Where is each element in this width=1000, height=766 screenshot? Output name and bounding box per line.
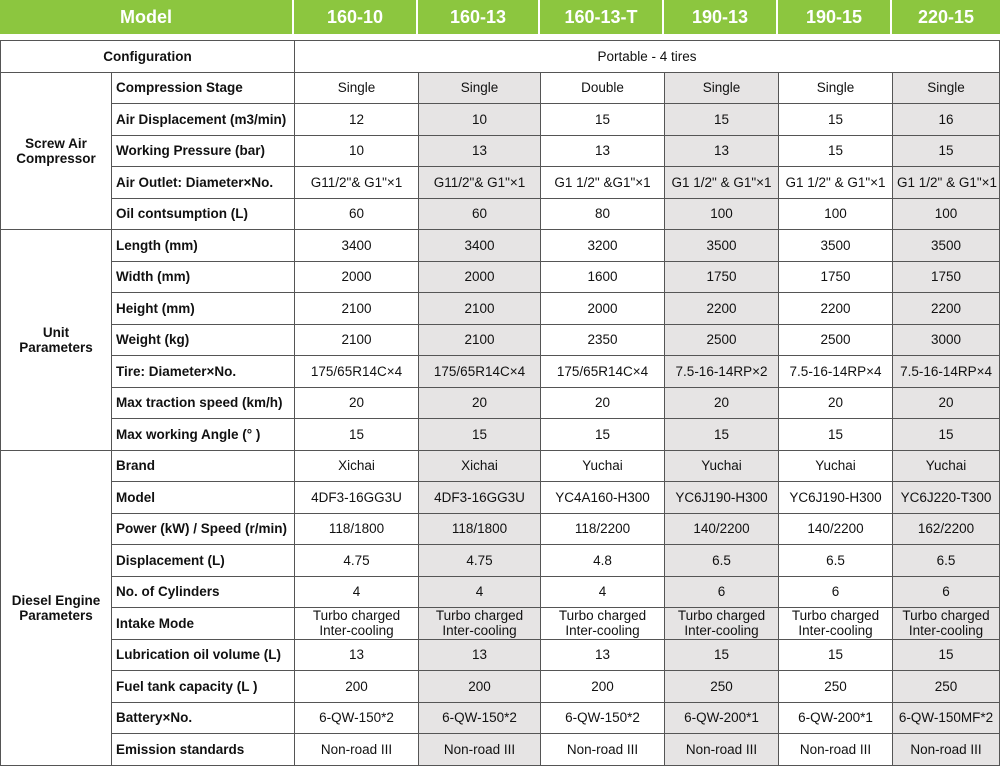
value-cell: 200 <box>419 671 541 703</box>
value-cell: 3000 <box>893 324 1000 356</box>
parameter-label: Air Outlet: Diameter×No. <box>112 167 295 199</box>
configuration-row <box>1 41 1000 73</box>
value-cell: 4.75 <box>419 545 541 577</box>
table-row <box>1 293 1000 325</box>
table-row <box>1 135 1000 167</box>
value-cell: Xichai <box>419 450 541 482</box>
configuration-value: Portable - 4 tires <box>295 41 1000 73</box>
value-cell: 6.5 <box>893 545 1000 577</box>
value-cell: 15 <box>779 104 893 136</box>
group-label: Unit Parameters <box>1 230 112 451</box>
spec-table <box>0 40 1000 766</box>
value-cell: G1 1/2" &G1"×1 <box>541 167 665 199</box>
value-cell: 175/65R14C×4 <box>541 356 665 388</box>
spec-table-body <box>1 41 1000 766</box>
parameter-label: Air Displacement (m3/min) <box>112 104 295 136</box>
parameter-label: Width (mm) <box>112 261 295 293</box>
value-cell: Non-road III <box>419 734 541 766</box>
value-cell: 15 <box>779 419 893 451</box>
value-cell: Non-road III <box>779 734 893 766</box>
table-row <box>1 387 1000 419</box>
value-cell: 1750 <box>665 261 779 293</box>
parameter-label: Emission standards <box>112 734 295 766</box>
value-cell: 4 <box>295 576 419 608</box>
value-cell: 15 <box>295 419 419 451</box>
value-cell: 140/2200 <box>779 513 893 545</box>
value-cell: Turbo charged Inter-cooling <box>893 608 1000 640</box>
value-cell: Single <box>295 72 419 104</box>
value-cell: 20 <box>419 387 541 419</box>
parameter-label: Fuel tank capacity (L ) <box>112 671 295 703</box>
value-cell: Double <box>541 72 665 104</box>
value-cell: 7.5-16-14RP×4 <box>779 356 893 388</box>
value-cell: 20 <box>893 387 1000 419</box>
value-cell: Turbo charged Inter-cooling <box>541 608 665 640</box>
value-cell: 250 <box>665 671 779 703</box>
value-cell: 7.5-16-14RP×2 <box>665 356 779 388</box>
value-cell: Turbo charged Inter-cooling <box>779 608 893 640</box>
value-cell: 2000 <box>419 261 541 293</box>
value-cell: 20 <box>541 387 665 419</box>
value-cell: 118/2200 <box>541 513 665 545</box>
value-cell: 13 <box>541 639 665 671</box>
table-row <box>1 104 1000 136</box>
value-cell: 175/65R14C×4 <box>295 356 419 388</box>
parameter-label: Oil contsumption (L) <box>112 198 295 230</box>
table-row <box>1 702 1000 734</box>
value-cell: 2100 <box>419 293 541 325</box>
value-cell: 6-QW-150*2 <box>295 702 419 734</box>
parameter-label: Height (mm) <box>112 293 295 325</box>
value-cell: 15 <box>893 135 1000 167</box>
value-cell: 15 <box>779 639 893 671</box>
table-row <box>1 356 1000 388</box>
value-cell: 4.8 <box>541 545 665 577</box>
parameter-label: Displacement (L) <box>112 545 295 577</box>
value-cell: 15 <box>665 419 779 451</box>
parameter-label: Brand <box>112 450 295 482</box>
model-header-160-13-t: 160-13-T <box>540 0 664 34</box>
model-header-190-15: 190-15 <box>778 0 892 34</box>
value-cell: Yuchai <box>665 450 779 482</box>
value-cell: 15 <box>779 135 893 167</box>
value-cell: Non-road III <box>541 734 665 766</box>
value-cell: 3500 <box>893 230 1000 262</box>
value-cell: 6-QW-200*1 <box>779 702 893 734</box>
value-cell: 4DF3-16GG3U <box>295 482 419 514</box>
value-cell: 2500 <box>779 324 893 356</box>
table-row <box>1 639 1000 671</box>
table-row <box>1 324 1000 356</box>
value-cell: 3500 <box>665 230 779 262</box>
value-cell: Non-road III <box>295 734 419 766</box>
value-cell: Yuchai <box>541 450 665 482</box>
table-row <box>1 72 1000 104</box>
parameter-label: Max traction speed (km/h) <box>112 387 295 419</box>
value-cell: G11/2"& G1"×1 <box>419 167 541 199</box>
value-cell: 60 <box>295 198 419 230</box>
value-cell: 13 <box>295 639 419 671</box>
value-cell: 4.75 <box>295 545 419 577</box>
value-cell: 16 <box>893 104 1000 136</box>
value-cell: 2200 <box>893 293 1000 325</box>
value-cell: 1750 <box>779 261 893 293</box>
parameter-label: Intake Mode <box>112 608 295 640</box>
table-row <box>1 734 1000 766</box>
value-cell: 2200 <box>665 293 779 325</box>
value-cell: 2200 <box>779 293 893 325</box>
value-cell: 2000 <box>295 261 419 293</box>
value-cell: 13 <box>419 135 541 167</box>
value-cell: 118/1800 <box>295 513 419 545</box>
parameter-label: Max working Angle (° ) <box>112 419 295 451</box>
value-cell: 3400 <box>295 230 419 262</box>
value-cell: G11/2"& G1"×1 <box>295 167 419 199</box>
value-cell: 6-QW-150*2 <box>541 702 665 734</box>
value-cell: 6 <box>665 576 779 608</box>
value-cell: Non-road III <box>665 734 779 766</box>
value-cell: 2000 <box>541 293 665 325</box>
value-cell: 162/2200 <box>893 513 1000 545</box>
value-cell: YC6J220-T300 <box>893 482 1000 514</box>
table-row <box>1 513 1000 545</box>
table-row <box>1 482 1000 514</box>
value-cell: Single <box>779 72 893 104</box>
value-cell: 6.5 <box>665 545 779 577</box>
value-cell: 13 <box>541 135 665 167</box>
value-cell: 140/2200 <box>665 513 779 545</box>
table-row <box>1 230 1000 262</box>
value-cell: 4 <box>541 576 665 608</box>
group-label: Screw Air Compressor <box>1 72 112 230</box>
value-cell: 12 <box>295 104 419 136</box>
value-cell: 100 <box>665 198 779 230</box>
value-cell: 15 <box>893 419 1000 451</box>
model-header-160-10: 160-10 <box>294 0 418 34</box>
parameter-label: Power (kW) / Speed (r/min) <box>112 513 295 545</box>
parameter-label: Model <box>112 482 295 514</box>
value-cell: 250 <box>779 671 893 703</box>
value-cell: 13 <box>665 135 779 167</box>
value-cell: 80 <box>541 198 665 230</box>
value-cell: Single <box>665 72 779 104</box>
group-label: Diesel Engine Parameters <box>1 450 112 765</box>
parameter-label: Weight (kg) <box>112 324 295 356</box>
value-cell: YC6J190-H300 <box>779 482 893 514</box>
parameter-label: Length (mm) <box>112 230 295 262</box>
table-row <box>1 671 1000 703</box>
value-cell: 4DF3-16GG3U <box>419 482 541 514</box>
value-cell: 2500 <box>665 324 779 356</box>
value-cell: 4 <box>419 576 541 608</box>
value-cell: G1 1/2" & G1"×1 <box>779 167 893 199</box>
value-cell: 200 <box>541 671 665 703</box>
parameter-label: Compression Stage <box>112 72 295 104</box>
value-cell: 100 <box>779 198 893 230</box>
value-cell: 20 <box>779 387 893 419</box>
value-cell: 7.5-16-14RP×4 <box>893 356 1000 388</box>
value-cell: 100 <box>893 198 1000 230</box>
value-cell: 1600 <box>541 261 665 293</box>
parameter-label: Working Pressure (bar) <box>112 135 295 167</box>
value-cell: 3500 <box>779 230 893 262</box>
table-row <box>1 167 1000 199</box>
value-cell: G1 1/2" & G1"×1 <box>893 167 1000 199</box>
value-cell: 3400 <box>419 230 541 262</box>
model-header-190-13: 190-13 <box>664 0 778 34</box>
parameter-label: No. of Cylinders <box>112 576 295 608</box>
model-header-160-13: 160-13 <box>418 0 540 34</box>
value-cell: 2100 <box>419 324 541 356</box>
value-cell: Turbo charged Inter-cooling <box>419 608 541 640</box>
value-cell: 20 <box>665 387 779 419</box>
configuration-label: Configuration <box>1 41 295 73</box>
value-cell: 15 <box>893 639 1000 671</box>
value-cell: 10 <box>419 104 541 136</box>
value-cell: 2100 <box>295 324 419 356</box>
value-cell: YC4A160-H300 <box>541 482 665 514</box>
table-row <box>1 545 1000 577</box>
parameter-label: Tire: Diameter×No. <box>112 356 295 388</box>
table-row <box>1 576 1000 608</box>
value-cell: Yuchai <box>893 450 1000 482</box>
value-cell: 15 <box>419 419 541 451</box>
value-cell: 15 <box>541 104 665 136</box>
value-cell: Turbo charged Inter-cooling <box>665 608 779 640</box>
value-cell: Xichai <box>295 450 419 482</box>
value-cell: 10 <box>295 135 419 167</box>
parameter-label: Lubrication oil volume (L) <box>112 639 295 671</box>
value-cell: 6.5 <box>779 545 893 577</box>
value-cell: 13 <box>419 639 541 671</box>
value-cell: Single <box>893 72 1000 104</box>
parameter-label: Battery×No. <box>112 702 295 734</box>
table-row <box>1 419 1000 451</box>
value-cell: 118/1800 <box>419 513 541 545</box>
value-cell: 2100 <box>295 293 419 325</box>
value-cell: 15 <box>665 104 779 136</box>
value-cell: YC6J190-H300 <box>665 482 779 514</box>
value-cell: Turbo charged Inter-cooling <box>295 608 419 640</box>
value-cell: 1750 <box>893 261 1000 293</box>
value-cell: 250 <box>893 671 1000 703</box>
table-row <box>1 198 1000 230</box>
value-cell: 15 <box>541 419 665 451</box>
value-cell: Yuchai <box>779 450 893 482</box>
value-cell: 175/65R14C×4 <box>419 356 541 388</box>
value-cell: 60 <box>419 198 541 230</box>
table-row <box>1 261 1000 293</box>
model-header-bar <box>0 0 1000 34</box>
value-cell: 6 <box>893 576 1000 608</box>
value-cell: 6-QW-200*1 <box>665 702 779 734</box>
value-cell: 200 <box>295 671 419 703</box>
value-cell: 6-QW-150MF*2 <box>893 702 1000 734</box>
value-cell: Non-road III <box>893 734 1000 766</box>
value-cell: 6 <box>779 576 893 608</box>
value-cell: 2350 <box>541 324 665 356</box>
model-header-label: Model <box>0 0 294 34</box>
table-row <box>1 608 1000 640</box>
value-cell: 6-QW-150*2 <box>419 702 541 734</box>
value-cell: 15 <box>665 639 779 671</box>
table-row <box>1 450 1000 482</box>
value-cell: 20 <box>295 387 419 419</box>
value-cell: Single <box>419 72 541 104</box>
value-cell: G1 1/2" & G1"×1 <box>665 167 779 199</box>
model-header-220-15: 220-15 <box>892 0 1000 34</box>
value-cell: 3200 <box>541 230 665 262</box>
